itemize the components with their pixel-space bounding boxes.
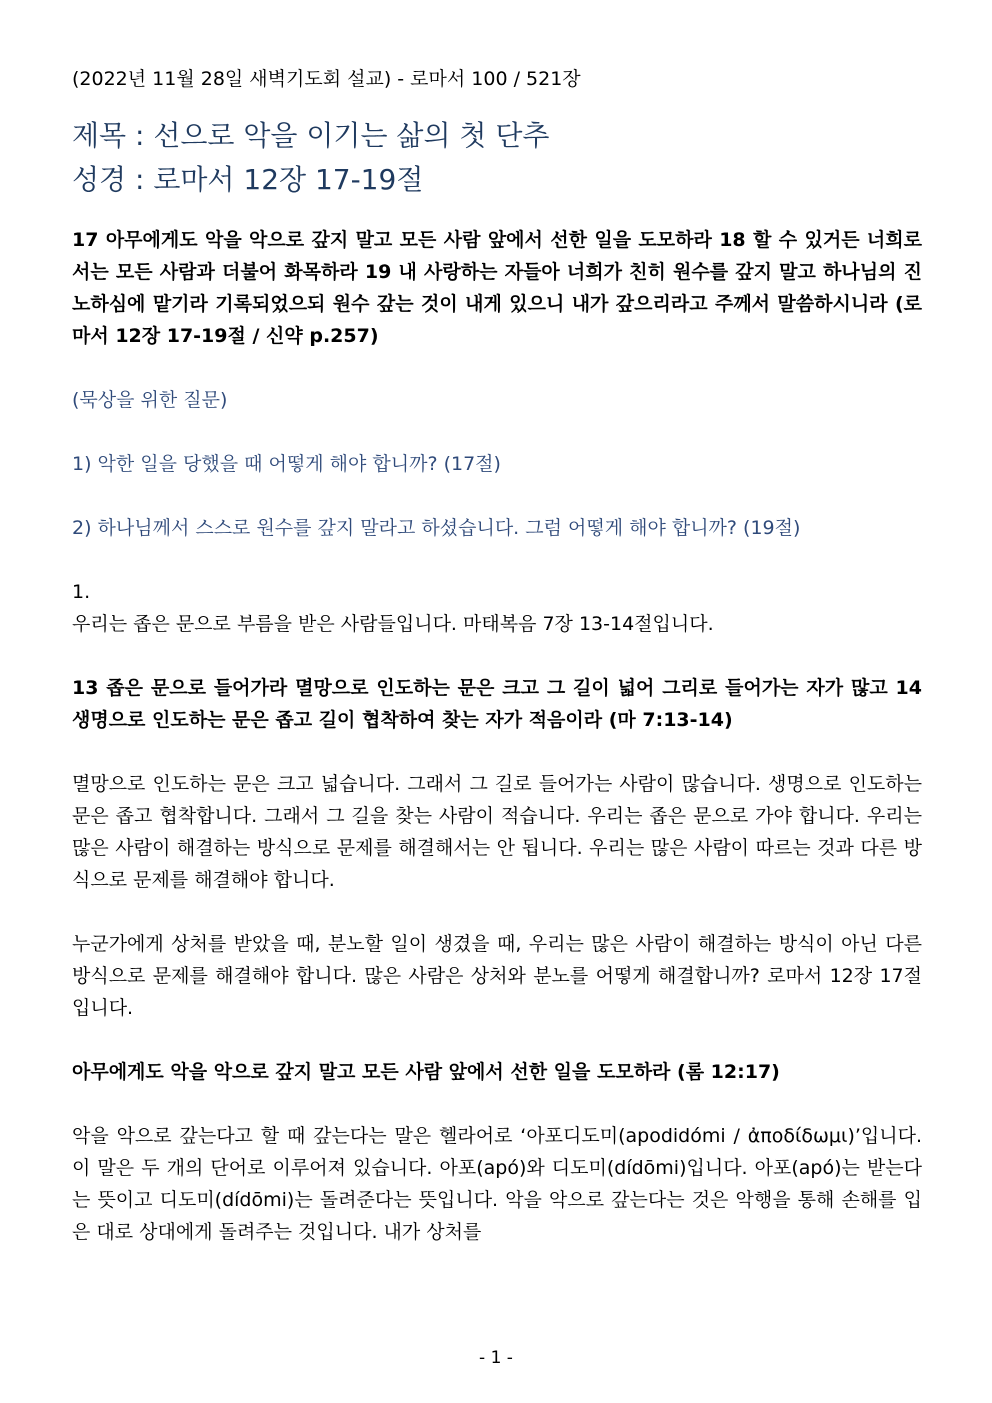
scripture-reference: 성경 : 로마서 12장 17-19절 (72, 163, 424, 196)
section-number: 1. (72, 581, 91, 603)
scripture-passage: 17 아무에게도 악을 악으로 갚지 말고 모든 사람 앞에서 선한 일을 도모하라 18 할 수 있거든 너희로서는 모든 사람과 더불어 화목하라 19 내 사랑하는 자들아 너희가 친히 원수를 갚지 말고 하나님의 진노하심에 맡기라 기록되었으되 원수 갚는 것이 내게 있으니 내가 갚으리라고 주께서 말씀하시니라 (로마서 12장 17-19절 / 신약 p.257) (72, 229, 922, 347)
romans-verse-quote: 아무에게도 악을 악으로 갚지 말고 모든 사람 앞에서 선한 일을 도모하라 (롬 12:17) (72, 1061, 780, 1083)
sermon-title: 제목 : 선으로 악을 이기는 삶의 첫 단추 (72, 119, 550, 152)
section-intro: 우리는 좁은 문으로 부름을 받은 사람들입니다. 마태복음 7장 13-14절입니다. (72, 613, 714, 635)
matthew-quote: 13 좁은 문으로 들어가라 멸망으로 인도하는 문은 크고 그 길이 넓어 그리로 들어가는 자가 많고 14 생명으로 인도하는 문은 좁고 길이 협착하여 찾는 자가 적음이라 (마 7:13-14) (72, 677, 922, 731)
body-paragraph-3: 악을 악으로 갚는다고 할 때 갚는다는 말은 헬라어로 ‘아포디도미(apodidómi / ἀποδίδωμι)’입니다. 이 말은 두 개의 단어로 이루어져 있습니다. 아포(apó)와 디도미(dídōmi)입니다. 아포(apó)는 받는다는 뜻이고 디도미(dídōmi)는 돌려준다는 뜻입니다. 악을 악으로 갚는다는 것은 악행을 통해 손해를 입은 대로 상대에게 돌려주는 것입니다. 내가 상처를 (72, 1125, 922, 1243)
page-number: - 1 - (479, 1348, 513, 1368)
meditation-question-1: 1) 악한 일을 당했을 때 어떻게 해야 합니까? (17절) (72, 453, 501, 475)
meditation-question-2: 2) 하나님께서 스스로 원수를 갚지 말라고 하셨습니다. 그럼 어떻게 해야 합니까? (19절) (72, 517, 801, 539)
sermon-meta-line: (2022년 11월 28일 새벽기도회 설교) - 로마서 100 / 521장 (72, 68, 581, 90)
meditation-heading: (묵상을 위한 질문) (72, 389, 228, 411)
body-paragraph-1: 멸망으로 인도하는 문은 크고 넓습니다. 그래서 그 길로 들어가는 사람이 많습니다. 생명으로 인도하는 문은 좁고 협착합니다. 그래서 그 길을 찾는 사람이 적습니다. 우리는 좁은 문으로 가야 합니다. 우리는 많은 사람이 해결하는 방식으로 문제를 해결해서는 안 됩니다. 우리는 많은 사람이 따르는 것과 다른 방식으로 문제를 해결해야 합니다. (72, 773, 922, 891)
body-paragraph-2: 누군가에게 상처를 받았을 때, 분노할 일이 생겼을 때, 우리는 많은 사람이 해결하는 방식이 아닌 다른 방식으로 문제를 해결해야 합니다. 많은 사람은 상처와 분노를 어떻게 해결합니까? 로마서 12장 17절입니다. (72, 933, 922, 1019)
document-page (72, 62, 922, 1280)
